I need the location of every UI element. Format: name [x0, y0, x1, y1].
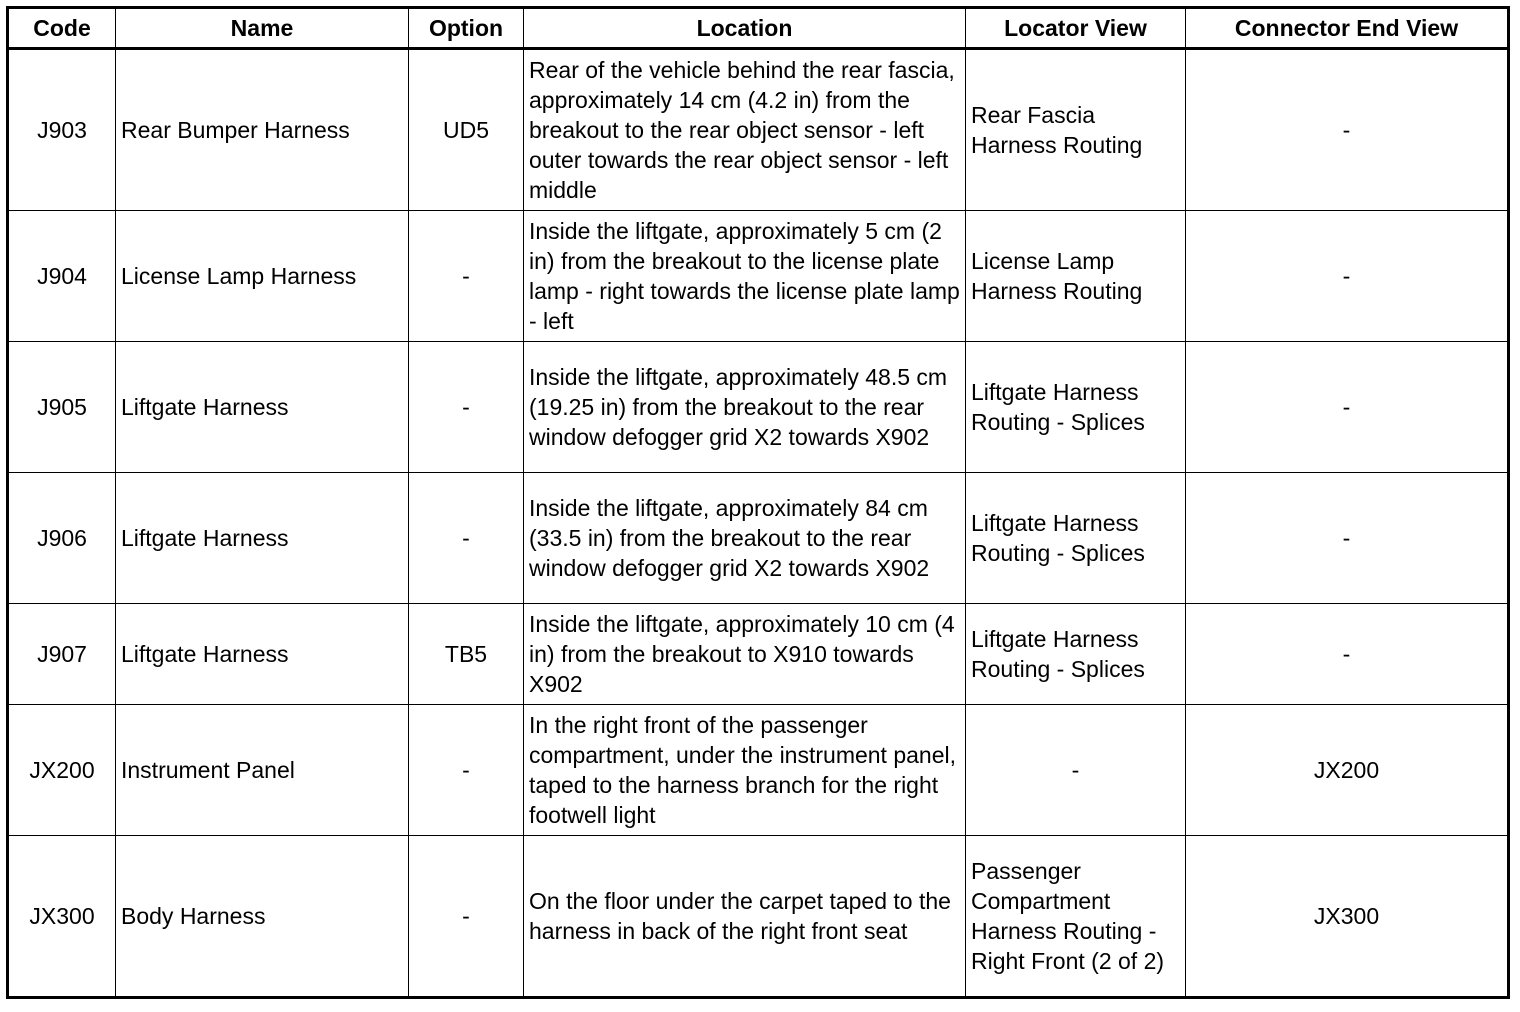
cell-locator-view: License Lamp Harness Routing	[966, 211, 1186, 342]
cell-locator-view: Rear Fascia Harness Routing	[966, 49, 1186, 211]
cell-name: Instrument Panel	[116, 705, 409, 836]
cell-name: Liftgate Harness	[116, 604, 409, 705]
table-row	[8, 49, 1509, 211]
table-row	[8, 836, 1509, 998]
cell-connector-end-view: -	[1186, 49, 1509, 211]
cell-name: Liftgate Harness	[116, 473, 409, 604]
header-location: Location	[524, 8, 966, 49]
header-option: Option	[409, 8, 524, 49]
cell-name: Body Harness	[116, 836, 409, 998]
cell-location: Rear of the vehicle behind the rear fascia, approximately 14 cm (4.2 in) from the breakout to the rear object sensor - left outer towards the rear object sensor - left middle	[524, 49, 966, 211]
cell-option: UD5	[409, 49, 524, 211]
table-row	[8, 604, 1509, 705]
cell-code: JX200	[8, 705, 116, 836]
cell-code: J905	[8, 342, 116, 473]
cell-location: On the floor under the carpet taped to the harness in back of the right front seat	[524, 836, 966, 998]
header-locator-view: Locator View	[966, 8, 1186, 49]
cell-name: Liftgate Harness	[116, 342, 409, 473]
cell-option: -	[409, 473, 524, 604]
cell-option: -	[409, 342, 524, 473]
cell-code: J906	[8, 473, 116, 604]
cell-code: J907	[8, 604, 116, 705]
table-row	[8, 211, 1509, 342]
cell-location: In the right front of the passenger compartment, under the instrument panel, taped to the harness branch for the right footwell light	[524, 705, 966, 836]
cell-name: License Lamp Harness	[116, 211, 409, 342]
cell-code: J904	[8, 211, 116, 342]
cell-location: Inside the liftgate, approximately 48.5 cm (19.25 in) from the breakout to the rear window defogger grid X2 towards X902	[524, 342, 966, 473]
header-name: Name	[116, 8, 409, 49]
header-code: Code	[8, 8, 116, 49]
cell-code: JX300	[8, 836, 116, 998]
table-row	[8, 342, 1509, 473]
header-connector-end-view: Connector End View	[1186, 8, 1509, 49]
cell-option: -	[409, 705, 524, 836]
cell-option: TB5	[409, 604, 524, 705]
cell-locator-view: Liftgate Harness Routing - Splices	[966, 342, 1186, 473]
cell-connector-end-view: JX200	[1186, 705, 1509, 836]
cell-locator-view: Liftgate Harness Routing - Splices	[966, 473, 1186, 604]
cell-option: -	[409, 836, 524, 998]
header-row	[8, 8, 1509, 49]
cell-locator-view: Liftgate Harness Routing - Splices	[966, 604, 1186, 705]
cell-code: J903	[8, 49, 116, 211]
cell-location: Inside the liftgate, approximately 10 cm (4 in) from the breakout to X910 towards X902	[524, 604, 966, 705]
table-row	[8, 705, 1509, 836]
cell-connector-end-view: -	[1186, 211, 1509, 342]
cell-connector-end-view: -	[1186, 473, 1509, 604]
cell-connector-end-view: -	[1186, 604, 1509, 705]
cell-option: -	[409, 211, 524, 342]
table-row	[8, 473, 1509, 604]
cell-locator-view: -	[966, 705, 1186, 836]
cell-connector-end-view: -	[1186, 342, 1509, 473]
cell-location: Inside the liftgate, approximately 5 cm (2 in) from the breakout to the license plate lamp - right towards the license plate lamp - left	[524, 211, 966, 342]
harness-connector-table	[6, 6, 1510, 999]
cell-location: Inside the liftgate, approximately 84 cm (33.5 in) from the breakout to the rear window defogger grid X2 towards X902	[524, 473, 966, 604]
cell-connector-end-view: JX300	[1186, 836, 1509, 998]
cell-locator-view: Passenger Compartment Harness Routing - Right Front (2 of 2)	[966, 836, 1186, 998]
cell-name: Rear Bumper Harness	[116, 49, 409, 211]
